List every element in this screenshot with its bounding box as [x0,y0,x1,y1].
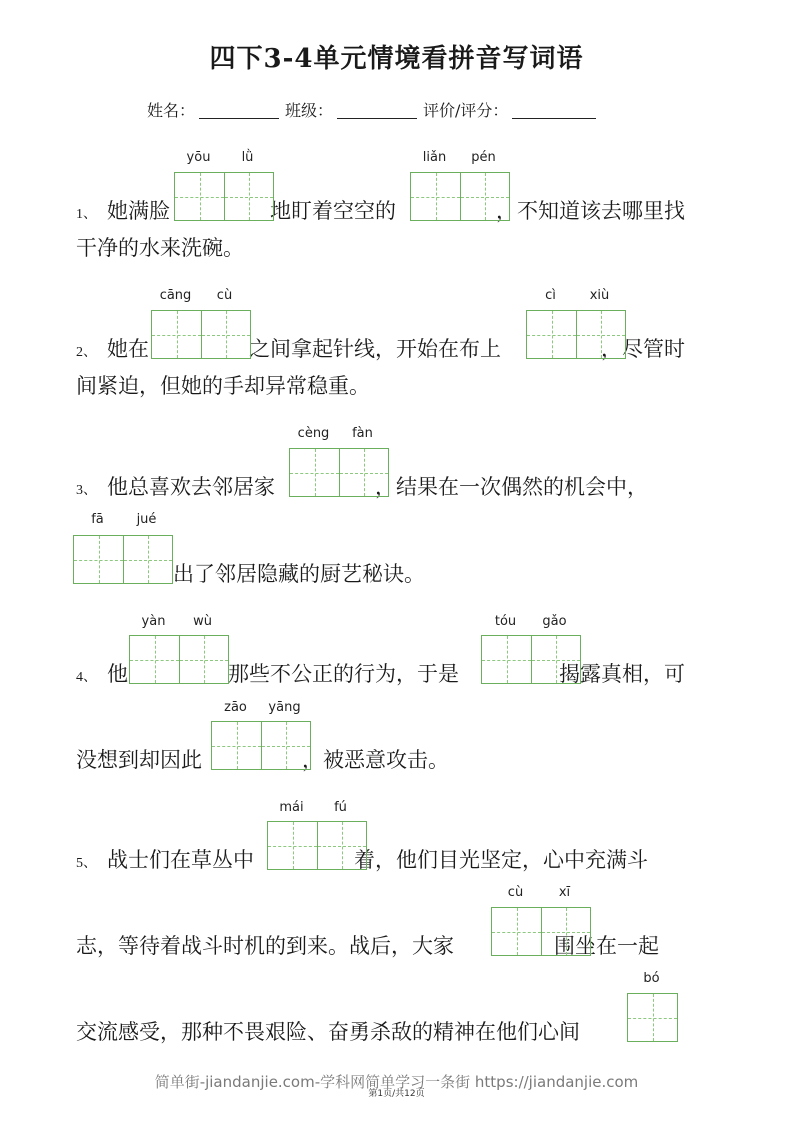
name-field[interactable] [199,102,279,119]
question-3-line-2: 出了邻居隐藏的厨艺秘诀。 [173,562,425,586]
answer-grid-q5-3[interactable] [627,993,678,1042]
question-number: 2、 [76,345,97,360]
text-segment: 那些不公正的行为，于是 [228,662,459,686]
question-5-line-3: 交流感受，那种不畏艰险、奋勇杀敌的精神在他们心间 [76,1020,580,1044]
text-segment: 着，他们目光坚定，心中充满斗 [354,848,648,872]
answer-grid-q4-2[interactable] [481,635,581,684]
question-2-line-2: 间紧迫，但她的手却异常稳重。 [76,374,370,398]
pinyin: gǎo [542,614,567,629]
answer-grid-q3-1[interactable] [289,448,389,497]
text-segment: 围坐在一起 [554,934,659,958]
text-segment: ，结果在一次偶然的机会中， [375,475,648,499]
name-label: 姓名： [147,101,196,120]
pinyin: lǜ [241,150,254,165]
answer-grid-q5-2[interactable] [491,907,591,956]
pinyin: fàn [352,426,373,441]
text-segment: 没想到却因此 [76,748,202,772]
question-number: 4、 [76,670,97,685]
student-info-row [147,98,602,121]
class-field[interactable] [337,102,417,119]
pinyin: wù [193,614,212,629]
pinyin: zāo [224,700,247,715]
question-number: 5、 [76,856,97,871]
pinyin: tóu [494,614,517,629]
answer-grid-q1-1[interactable] [174,172,274,221]
score-label: 评价/评分： [423,101,509,120]
class-label: 班级： [285,101,334,120]
pinyin: cì [545,288,556,303]
question-1-line-2: 干净的水来洗碗。 [76,236,244,260]
pinyin: pén [471,150,496,165]
pinyin: xiù [589,288,610,303]
text-segment: 志，等待着战斗时机的到来。战后，大家 [76,934,454,958]
question-number: 1、 [76,207,97,222]
pinyin: yōu [186,150,211,165]
question-1-line-1 [76,197,685,229]
pinyin: xī [558,885,571,900]
answer-grid-q3-2[interactable] [73,535,173,584]
text-segment: 揭露真相，可 [559,662,685,686]
pinyin: yàn [141,614,166,629]
page-number: 第1页/共12页 [368,1089,425,1099]
text-segment: 她满脸 [107,199,170,223]
text-segment: ，被恶意攻击。 [302,748,449,772]
pinyin: cù [216,288,233,303]
answer-grid-q5-1[interactable] [267,821,367,870]
text-segment: ，尽管时 [601,337,685,361]
text-segment: 他总喜欢去邻居家 [107,475,275,499]
text-segment: 之间拿起针线，开始在布上 [249,337,501,361]
pinyin: cèng [297,426,330,441]
pinyin: yāng [268,700,301,715]
pinyin: liǎn [422,150,447,165]
text-segment: 地盯着空空的 [270,199,396,223]
text-segment: 他 [107,662,128,686]
answer-grid-q2-2[interactable] [526,310,626,359]
answer-grid-q4-3[interactable] [211,721,311,770]
text-segment: ，不知道该去哪里找 [496,199,685,223]
text-segment: 她在 [107,337,149,361]
answer-grid-q1-2[interactable] [410,172,510,221]
text-segment: 战士们在草丛中 [107,848,254,872]
answer-grid-q2-1[interactable] [151,310,251,359]
pinyin: mái [279,800,304,815]
question-number: 3、 [76,483,97,498]
watermark-text: 简单街-jiandanjie.com-学科网简单学习一条街 https://jiandanjie.com [154,1073,639,1091]
pinyin: bó [643,971,660,986]
answer-grid-q4-1[interactable] [129,635,229,684]
pinyin: fú [334,800,347,815]
pinyin: cù [507,885,524,900]
score-field[interactable] [512,102,596,119]
worksheet-title: 四下3-4单元情境看拼音写词语 [209,44,584,74]
pinyin: cāng [159,288,192,303]
pinyin: jué [136,512,157,527]
pinyin: fā [91,512,104,527]
